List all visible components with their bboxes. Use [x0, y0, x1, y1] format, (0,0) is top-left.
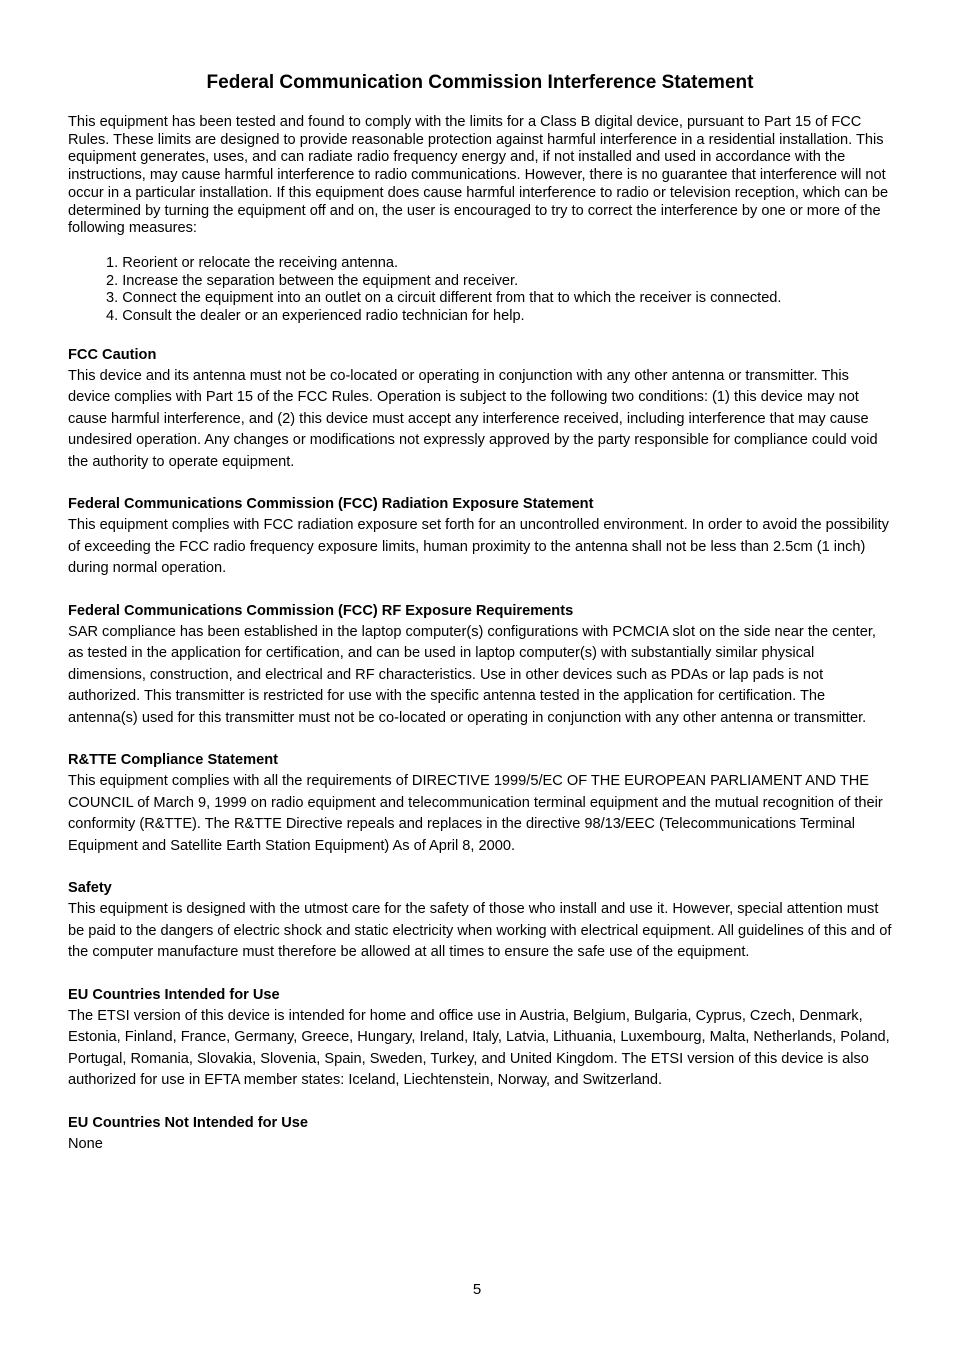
- intro-paragraph: This equipment has been tested and found to comply with the limits for a Class B digital device, pursuant to Part 15 of FCC Rules. These limits are designed to provide reasonable protection against harmful interference in a residential installation. This equipment generates, uses, and can radiate radio frequency energy and, if not installed and used in accordance with the instructions, may cause harmful interference to radio communications. However, there is no guarantee that interference will not occur in a particular installation. If this equipment does cause harmful interference to radio or television reception, which can be determined by turning the equipment off and on, the user is encouraged to try to correct the interference by one or more of the following measures:: [68, 114, 889, 237]
- section-body: This device and its antenna must not be co-located or operating in conjunction with any other antenna or transmitter. This device complies with Part 15 of the FCC Rules. Operation is subject to the following two conditions: (1) this device may not cause harmful interference, and (2) this device must accept any interference received, including interference that may cause undesired operation. Any changes or modifications not expressly approved by the party responsible for compliance could void the authority to operate equipment.: [68, 367, 878, 470]
- section-heading: Safety: [68, 880, 112, 897]
- document-page: [68, 70, 892, 1176]
- section-rf-exposure: [68, 601, 892, 730]
- section-rtte-compliance: [68, 750, 892, 857]
- section-eu-not-intended: [68, 1113, 892, 1156]
- page-number: 5: [472, 1281, 482, 1298]
- section-heading: Federal Communications Commission (FCC) Radiation Exposure Statement: [68, 496, 594, 513]
- section-body: SAR compliance has been established in the laptop computer(s) configurations with PCMCIA slot on the side near the center, as tested in the application for certification, and can be used in laptop computer(s) with substantially similar physical dimensions, construction, and electrical and RF characteristics. Use in other devices such as PDAs or lap pads is not authorized. This transmitter is restricted for use with the specific antenna tested in the application for certification. The antenna(s) used for this transmitter must not be co-located or operating in conjunction with any other antenna or transmitter.: [68, 623, 876, 726]
- section-fcc-caution: [68, 345, 892, 474]
- section-body: This equipment complies with all the requirements of DIRECTIVE 1999/5/EC OF THE EUROPEAN PARLIAMENT AND THE COUNCIL of March 9, 1999 on radio equipment and telecommunication terminal equipment and the mutual recognition of their conformity (R&TTE). The R&TTE Directive repeals and replaces in the directive 98/13/EEC (Telecommunications Terminal Equipment and Satellite Earth Station Equipment) As of April 8, 2000.: [68, 773, 883, 854]
- section-body: None: [68, 1135, 103, 1152]
- list-item: 1. Reorient or relocate the receiving antenna.: [106, 254, 399, 271]
- section-body: This equipment complies with FCC radiation exposure set forth for an uncontrolled environment. In order to avoid the possibility of exceeding the FCC radio frequency exposure limits, human proximity to the antenna shall not be less than 2.5cm (1 inch) during normal operation.: [68, 517, 889, 577]
- section-radiation-exposure: [68, 494, 892, 580]
- section-heading: FCC Caution: [68, 346, 157, 363]
- section-heading: R&TTE Compliance Statement: [68, 752, 279, 769]
- section-eu-intended: [68, 985, 892, 1092]
- list-item: 4. Consult the dealer or an experienced radio technician for help.: [106, 308, 525, 325]
- section-heading: Federal Communications Commission (FCC) RF Exposure Requirements: [68, 602, 574, 619]
- section-body: The ETSI version of this device is intended for home and office use in Austria, Belgium, Bulgaria, Cyprus, Czech, Denmark, Estonia, Finland, France, Germany, Greece, Hungary, Ireland, Italy, Latvia, Lithuania, Luxembourg, Malta, Netherlands, Poland, Portugal, Romania, Slovakia, Slovenia, Spain, Sweden, Turkey, and United Kingdom. The ETSI version of this device is also authorized for use in EFTA member states: Iceland, Liechtenstein, Norway, and Switzerland.: [68, 1007, 890, 1089]
- section-body: This equipment is designed with the utmost care for the safety of those who install and use it. However, special attention must be paid to the dangers of electric shock and static electricity when working with electrical equipment. All guidelines of this and of the computer manufacture must therefore be allowed at all times to ensure the safe use of the equipment.: [68, 901, 892, 961]
- section-heading: EU Countries Intended for Use: [68, 986, 280, 1003]
- list-item: 2. Increase the separation between the equipment and receiver.: [106, 272, 519, 289]
- list-item: 3. Connect the equipment into an outlet on a circuit different from that to which the receiver is connected.: [106, 290, 782, 307]
- section-safety: [68, 878, 892, 964]
- measures-list: [68, 255, 892, 326]
- page-title: Federal Communication Commission Interference Statement: [206, 72, 754, 93]
- section-heading: EU Countries Not Intended for Use: [68, 1114, 308, 1131]
